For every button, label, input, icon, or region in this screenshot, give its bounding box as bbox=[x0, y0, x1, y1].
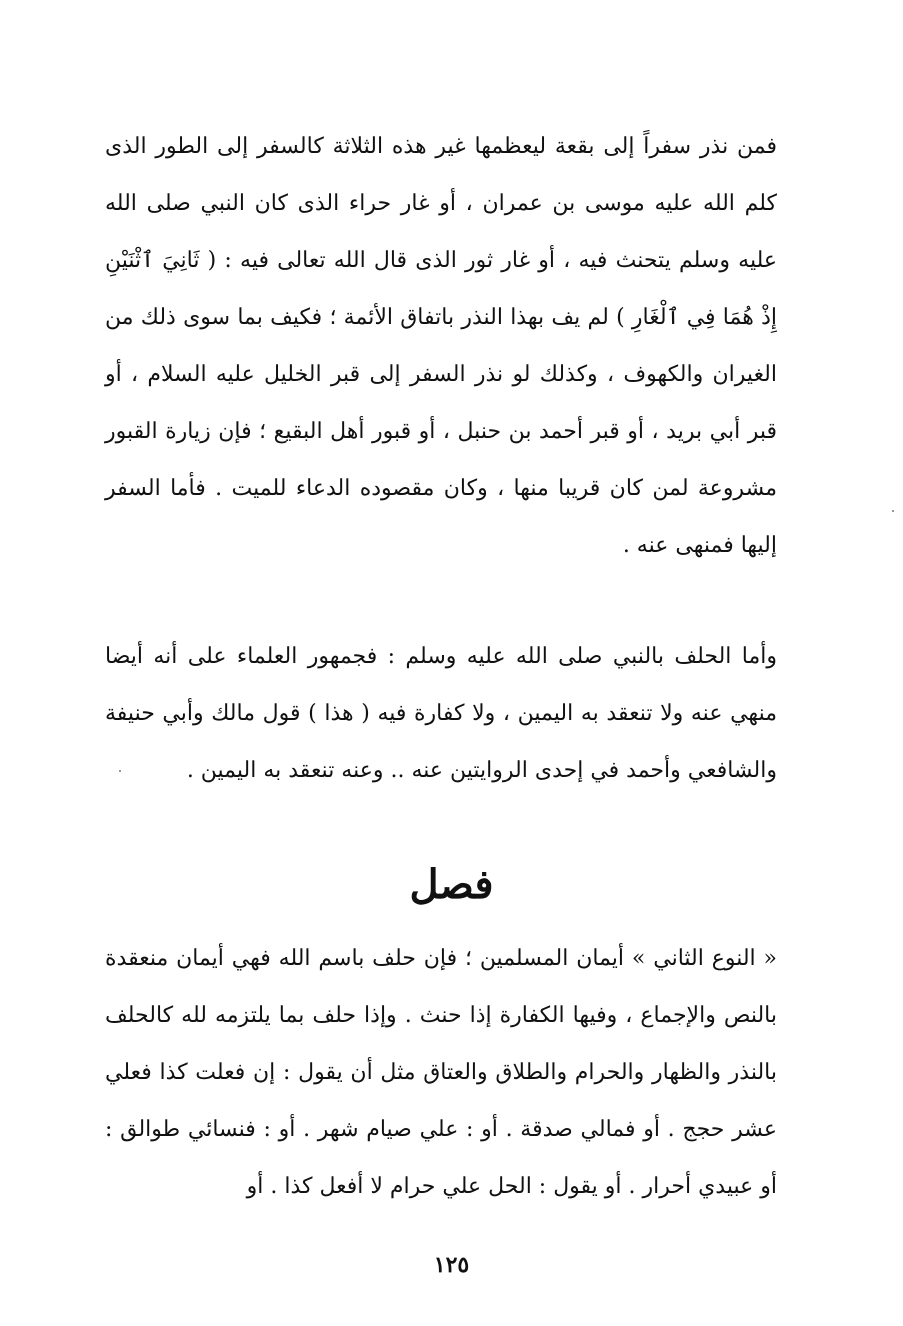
scan-speck bbox=[892, 510, 894, 512]
page-number: ١٢٥ bbox=[433, 1252, 470, 1278]
paragraph-oath-prophet: وأما الحلف بالنبي صلى الله عليه وسلم : فجمهور العلماء على أنه أيضا منهي عنه ولا تنعقد به اليمين ، ولا كفارة فيه ( هذا ) قول مالك وأبي حنيفة والشافعي وأحمد في إحدى الروايتين عنه .. وعنه تنعقد به اليمين . bbox=[105, 644, 777, 783]
section-heading: فصل bbox=[409, 861, 494, 908]
paragraph-vows-travel: فمن نذر سفراً إلى بقعة ليعظمها غير هذه الثلاثة كالسفر إلى الطور الذى كلم الله عليه موسى بن عمران ، أو غار حراء الذى كان النبي صلى الله عليه وسلم يتحنث فيه ، أو غار ثور الذى قال الله تعالى فيه : ( ثَانِيَ ٱثْنَيْنِ إِذْ هُمَا فِي ٱلْغَارِ ) لم يف بهذا النذر باتفاق الأئمة ؛ فكيف بما سوى ذلك من الغيران والكهوف ، وكذلك لو نذر السفر إلى قبر الخليل عليه السلام ، أو قبر أبي بريد ، أو قبر أحمد بن حنبل ، أو قبور أهل البقيع ؛ فإن زيارة القبور مشروعة لمن كان قريبا منها ، وكان مقصوده الدعاء للميت . فأما السفر إليها فمنهى عنه . bbox=[105, 134, 777, 558]
scan-speck bbox=[119, 770, 121, 772]
paragraph-muslim-oaths: « النوع الثاني » أيمان المسلمين ؛ فإن حلف باسم الله فهي أيمان منعقدة بالنص والإجماع ، وفيها الكفارة إذا حنث . وإذا حلف بما يلتزمه لله كالحلف بالنذر والظهار والحرام والطلاق والعتاق مثل أن يقول : إن فعلت كذا فعلي عشر حجج . أو فمالي صدقة . أو : علي صيام شهر . أو : فنسائي طوالق : أو عبيدي أحرار . أو يقول : الحل علي حرام لا أفعل كذا . أو bbox=[105, 946, 777, 1199]
